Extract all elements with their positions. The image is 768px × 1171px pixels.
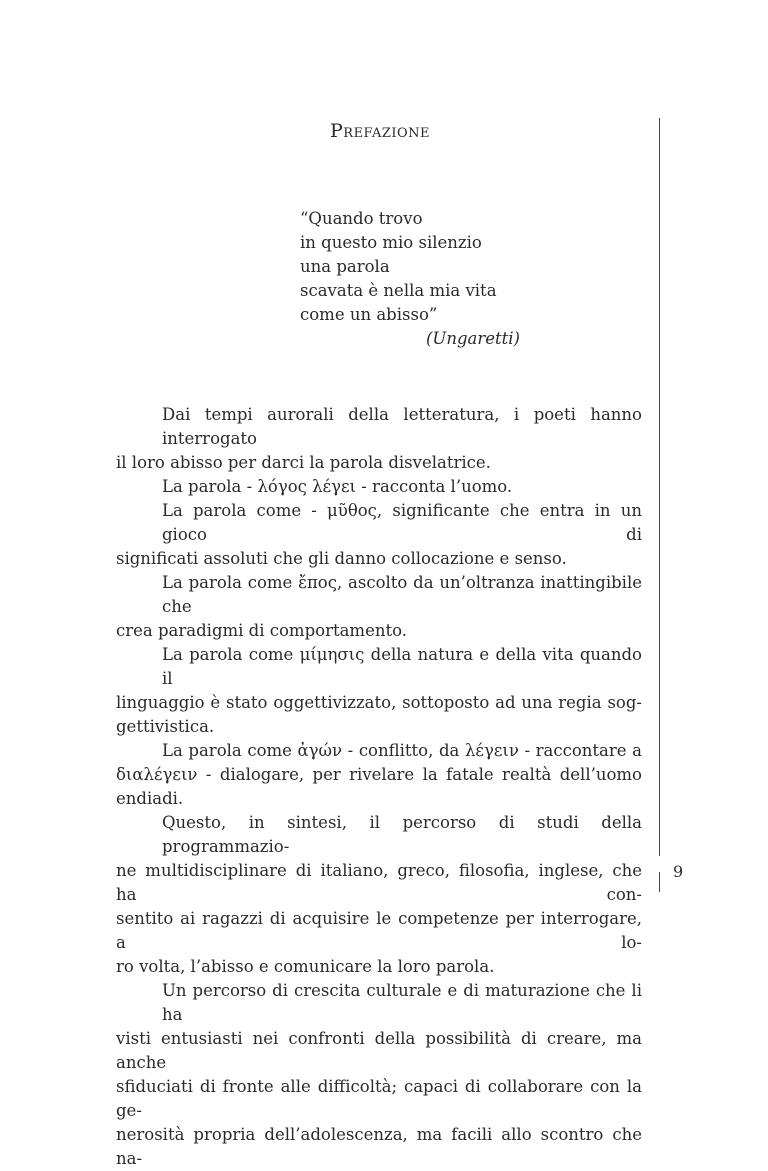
body-line: nerosità propria dell’adolescenza, ma facili allo scontro che na- <box>116 1125 642 1168</box>
body-line: linguaggio è stato oggettivizzato, sottoposto ad una regia sog- <box>116 693 642 712</box>
epigraph-author: (Ungaretti) <box>426 329 520 348</box>
body-line: il loro abisso per darci la parola disvelatrice. <box>116 453 491 472</box>
body-line: La parola come - μῦθος, significante che entra in un gioco di <box>162 501 642 544</box>
body-line: ro volta, l’abisso e comunicare la loro parola. <box>116 957 495 976</box>
epigraph-line: scavata è nella mia vita <box>300 281 497 300</box>
body-line: sfiduciati di fronte alle difficoltà; capaci di collaborare con la ge- <box>116 1077 642 1120</box>
body-line: La parola come ἀγών - conflitto, da λέγειν - raccontare a <box>162 741 642 760</box>
body-line: Un percorso di crescita culturale e di maturazione che li ha <box>162 981 642 1024</box>
body-line: significati assoluti che gli danno collocazione e senso. <box>116 549 567 568</box>
margin-rule-lower <box>659 872 660 892</box>
epigraph-line: come un abisso” <box>300 305 438 324</box>
body-line: visti entusiasti nei confronti della possibilità di creare, ma anche <box>116 1029 642 1072</box>
epigraph-line: in questo mio silenzio <box>300 233 482 252</box>
body-line: Dai tempi aurorali della letteratura, i poeti hanno interrogato <box>162 405 642 448</box>
body-line: La parola come ἔπος, ascolto da un’oltranza inattingibile che <box>162 573 642 616</box>
margin-rule <box>659 118 660 856</box>
body-line: ne multidisciplinare di italiano, greco, filosofia, inglese, che ha con- <box>116 861 642 904</box>
body-line: διαλέγειν - dialogare, per rivelare la fatale realtà dell’uomo endiadi. <box>116 765 642 808</box>
epigraph-line: una parola <box>300 257 390 276</box>
body-line: Questo, in sintesi, il percorso di studi della programmazio- <box>162 813 642 856</box>
body-line: gettivistica. <box>116 717 215 736</box>
body-line: crea paradigmi di comportamento. <box>116 621 407 640</box>
body-line: La parola - λόγος λέγει - racconta l’uomo. <box>162 477 513 496</box>
body-line: sentito ai ragazzi di acquisire le competenze per interrogare, a lo- <box>116 909 642 952</box>
page-title: Prefazione <box>330 120 431 142</box>
body-line: La parola come μίμησις della natura e della vita quando il <box>162 645 642 688</box>
page-number: 9 <box>673 862 684 881</box>
epigraph-line: “Quando trovo <box>300 209 423 228</box>
body-text <box>116 403 642 1171</box>
epigraph <box>300 207 520 351</box>
